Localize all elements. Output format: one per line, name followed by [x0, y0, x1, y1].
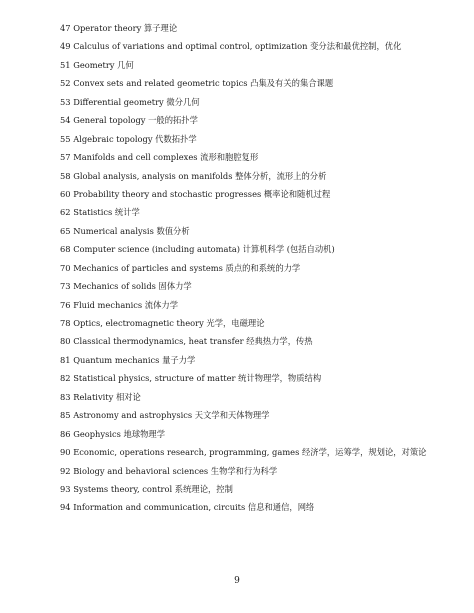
classification-entry: 52 Convex sets and related geometric topics 凸集及有关的集合课题 [60, 78, 334, 89]
classification-entry: 54 General topology 一般的拓扑学 [60, 115, 198, 126]
classification-entry: 57 Manifolds and cell complexes 流形和胞腔复形 [60, 152, 259, 163]
classification-entry: 76 Fluid mechanics 流体力学 [60, 299, 178, 310]
classification-entry: 49 Calculus of variations and optimal control, optimization 变分法和最优控制，优化 [60, 41, 402, 52]
classification-entry: 73 Mechanics of solids 固体力学 [60, 281, 192, 292]
classification-entry: 58 Global analysis, analysis on manifolds 整体分析，流形上的分析 [60, 170, 327, 181]
classification-entry: 93 Systems theory, control 系统理论，控制 [60, 483, 233, 494]
classification-entry: 62 Statistics 统计学 [60, 207, 140, 218]
classification-entry: 80 Classical thermodynamics, heat transfer 经典热力学，传热 [60, 336, 313, 347]
classification-entry: 83 Relativity 相对论 [60, 391, 141, 402]
classification-entry: 82 Statistical physics, structure of matter 统计物理学，物质结构 [60, 373, 322, 384]
classification-entry: 51 Geometry 几何 [60, 59, 134, 70]
classification-entry: 94 Information and communication, circuits 信息和通信，网络 [60, 502, 315, 513]
classification-entry: 85 Astronomy and astrophysics 天文学和天体物理学 [60, 410, 270, 421]
classification-entry: 86 Geophysics 地球物理学 [60, 428, 166, 439]
page-number: 9 [234, 576, 240, 586]
classification-entry: 78 Optics, electromagnetic theory 光学，电磁理论 [60, 318, 265, 328]
classification-entry: 55 Algebraic topology 代数拓扑学 [60, 133, 197, 144]
classification-entry: 92 Biology and behavioral sciences 生物学和行为科学 [60, 465, 278, 476]
subject-classification-list [60, 19, 460, 517]
classification-entry: 47 Operator theory 算子理论 [60, 23, 178, 33]
classification-entry: 68 Computer science (including automata) 计算机科学 (包括自动机) [60, 244, 335, 255]
classification-entry: 65 Numerical analysis 数值分析 [60, 225, 190, 236]
classification-entry: 70 Mechanics of particles and systems 质点的和系统的力学 [60, 262, 301, 273]
classification-entry: 60 Probability theory and stochastic progresses 概率论和随机过程 [60, 188, 331, 199]
classification-entry: 90 Economic, operations research, programming, games 经济学，运筹学，规划论，对策论 [60, 447, 427, 458]
classification-entry: 53 Differential geometry 微分几何 [60, 96, 200, 107]
classification-entry: 81 Quantum mechanics 量子力学 [60, 354, 196, 365]
